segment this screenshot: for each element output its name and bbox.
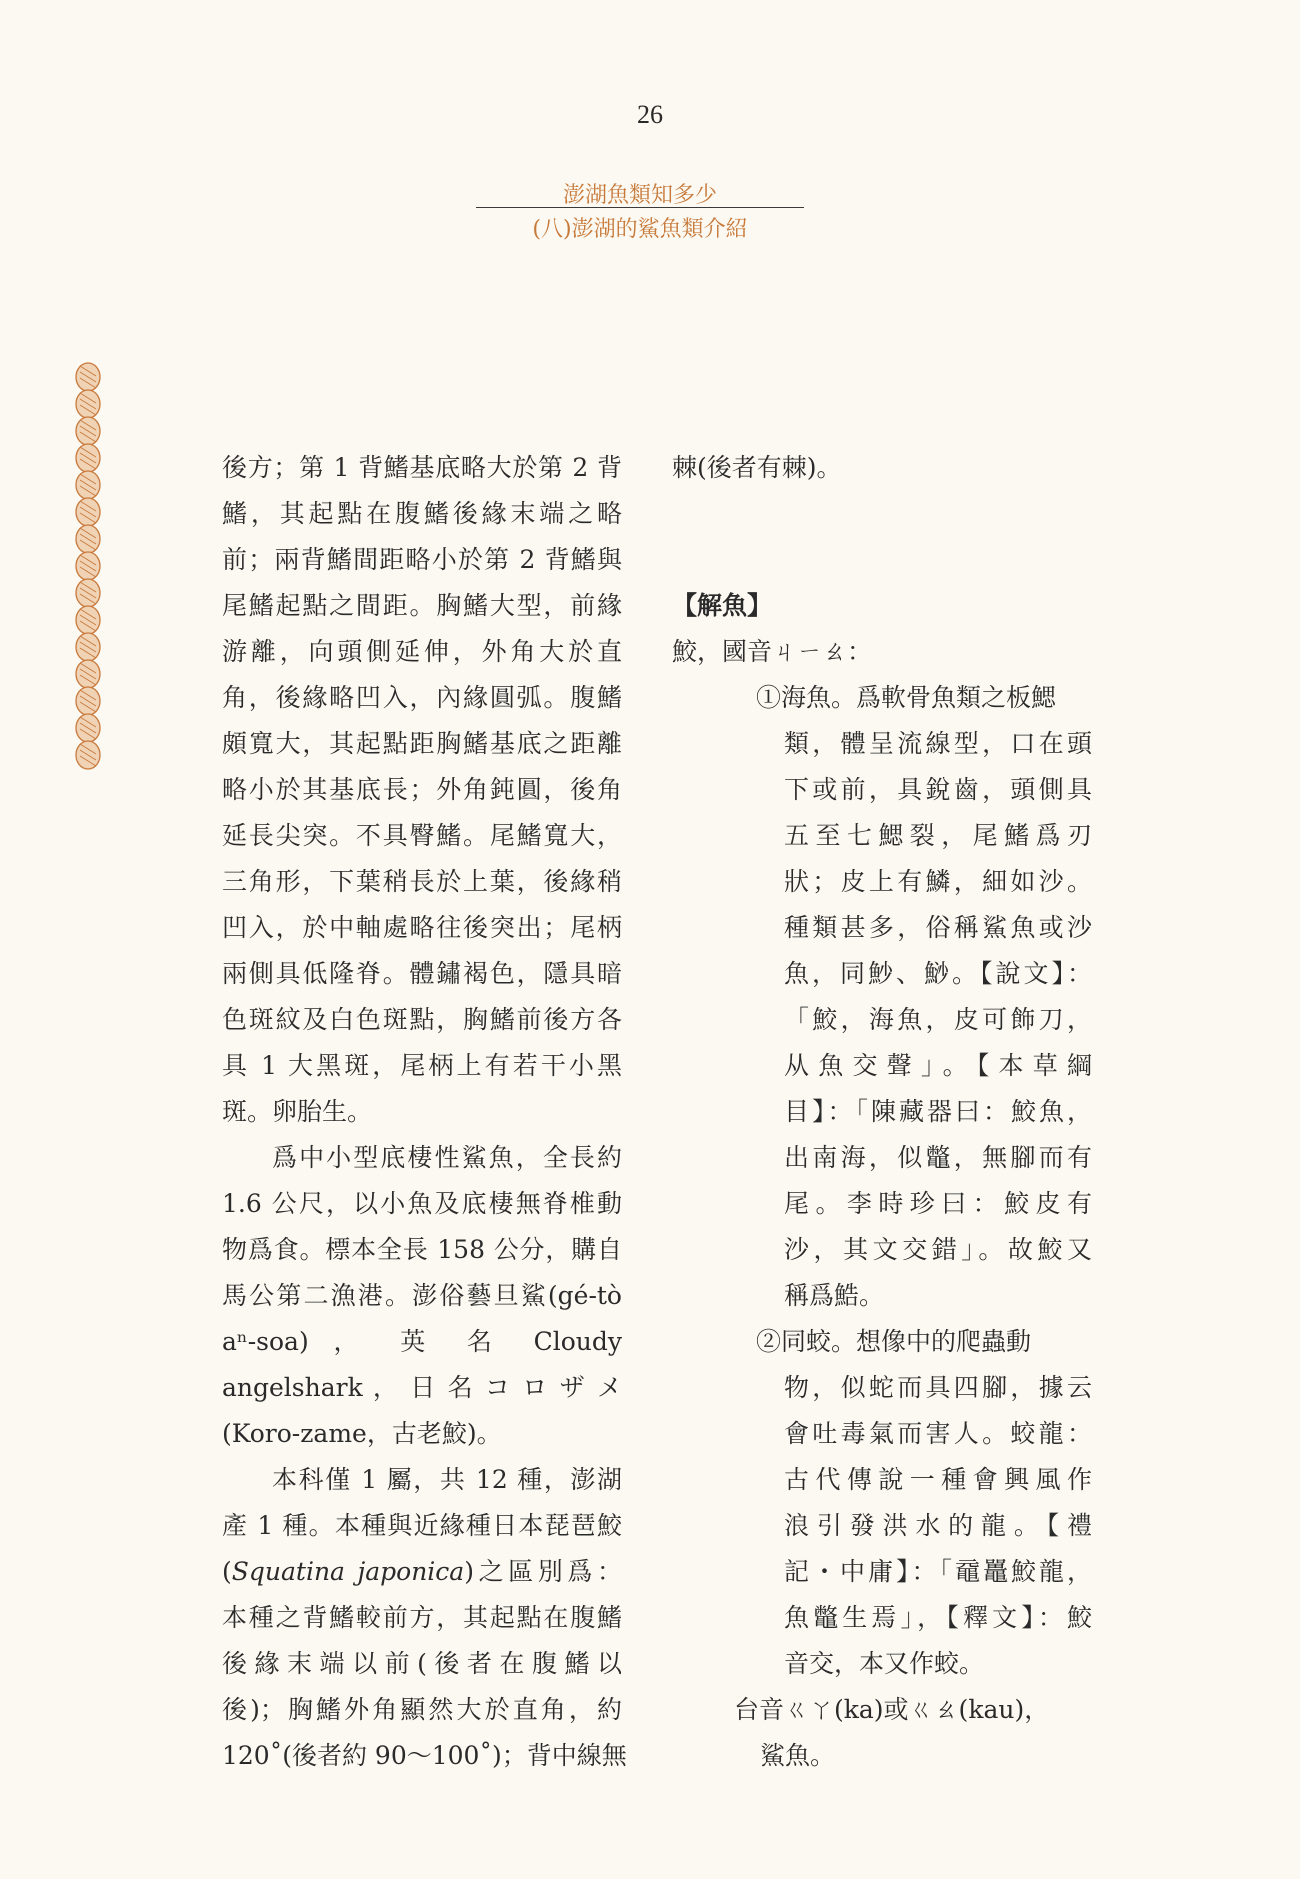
text-line: 从魚交聲」。【本草綱 bbox=[784, 1051, 1092, 1080]
text-line: (Koro-zame，古老鮫)。 bbox=[222, 1419, 502, 1448]
page-number: 26 bbox=[637, 100, 663, 129]
text-line: 兩側具低隆脊。體鏽褐色，隱具暗 bbox=[222, 959, 622, 988]
text-line: 略小於其基底長；外角鈍圓，後角 bbox=[222, 775, 622, 804]
text-line: 斑。卵胎生。 bbox=[222, 1097, 373, 1126]
text-line: 延長尖突。不具臀鰭。尾鰭寬大， bbox=[222, 821, 622, 850]
text-line: 音交，本又作蛟。 bbox=[784, 1649, 985, 1678]
text-line: 目】：「陳藏器曰：鮫魚， bbox=[784, 1097, 1092, 1126]
text-line: 游離，向頭側延伸，外角大於直 bbox=[222, 637, 622, 666]
paragraph-habitat bbox=[222, 1135, 622, 1457]
taiwanese-meaning: 鯊魚。 bbox=[760, 1741, 836, 1770]
text-line: 爲中小型底棲性鯊魚，全長約 bbox=[272, 1143, 622, 1172]
text-line: 下或前，具銳齒，頭側具 bbox=[784, 775, 1092, 804]
text-line: 會吐毒氣而害人。蛟龍： bbox=[784, 1419, 1092, 1448]
text-line: 馬公第二漁港。澎俗藝旦鯊(gé-tò bbox=[222, 1281, 622, 1310]
text-line bbox=[756, 675, 1092, 721]
text-line: 本科僅 1 屬，共 12 種，澎湖 bbox=[272, 1465, 622, 1494]
paragraph-description bbox=[222, 445, 622, 1135]
text-line: 物，似蛇而具四腳，據云 bbox=[784, 1373, 1092, 1402]
text-fragment: 海魚。爲軟骨魚類之板鰓 bbox=[781, 683, 1057, 712]
right-text-column bbox=[672, 445, 1092, 1779]
text-line: 色斑紋及白色斑點，胸鰭前後方各 bbox=[222, 1005, 622, 1034]
running-header-title: 澎湖魚類知多少 bbox=[562, 183, 717, 208]
taiwanese-reading: 台音ㄍㄚ(ka)或ㄍㄠ(kau)， bbox=[734, 1695, 1050, 1724]
text-fragment: 同蛟。想像中的爬蟲動 bbox=[781, 1327, 1032, 1356]
text-line: 魚，同魦、鯋。【說文】： bbox=[784, 959, 1092, 988]
text-fragment: )之區別爲： bbox=[464, 1557, 622, 1586]
text-line: 前；兩背鰭間距略小於第 2 背鰭與 bbox=[222, 545, 622, 574]
text-line: 1.6 公尺，以小魚及底棲無脊椎動 bbox=[222, 1189, 622, 1218]
text-line: 角，後緣略凹入，內緣圓弧。腹鰭 bbox=[222, 683, 622, 712]
text-line: 浪引發洪水的龍。【禮 bbox=[784, 1511, 1092, 1540]
text-line: 凹入，於中軸處略往後突出；尾柄 bbox=[222, 913, 622, 942]
text-line: 「鮫，海魚，皮可飾刀， bbox=[784, 1005, 1092, 1034]
definition-number: ① bbox=[756, 683, 782, 712]
text-line: 類，體呈流線型，口在頭 bbox=[784, 729, 1092, 758]
definition-1 bbox=[672, 675, 1092, 1319]
header-divider bbox=[476, 207, 804, 208]
text-line: 沙，其文交錯」。故鮫又 bbox=[784, 1235, 1092, 1264]
text-line: angelshark ， 日 名 コ ロ ザ メ bbox=[222, 1373, 622, 1402]
text-fragment: ( bbox=[222, 1557, 232, 1586]
definition-number: ② bbox=[756, 1327, 782, 1356]
text-line: 尾。李時珍曰：鮫皮有 bbox=[784, 1189, 1092, 1218]
text-line: 頗寬大，其起點距胸鰭基底之距離 bbox=[222, 729, 622, 758]
text-line: 五至七鰓裂，尾鰭爲刃 bbox=[784, 821, 1092, 850]
text-line: 狀；皮上有鱗，細如沙。 bbox=[784, 867, 1092, 896]
text-line: 產 1 種。本種與近緣種日本琵琶鮫 bbox=[222, 1511, 622, 1540]
text-line: 棘(後者有棘)。 bbox=[672, 453, 842, 482]
spacer bbox=[672, 491, 1092, 583]
text-line: 古代傳說一種會興風作 bbox=[784, 1465, 1092, 1494]
text-line: 魚鼈生焉」，【釋文】：鮫 bbox=[784, 1603, 1092, 1632]
scientific-name: Squatina japonica bbox=[231, 1557, 465, 1586]
text-line: 出南海，似鼈，無腳而有 bbox=[784, 1143, 1092, 1172]
paragraph-comparison bbox=[222, 1457, 627, 1779]
text-line: 物爲食。標本全長 158 公分，購自 bbox=[222, 1235, 622, 1264]
section-heading: 【解魚】 bbox=[672, 591, 773, 620]
text-line: 後方；第 1 背鰭基底略大於第 2 背 bbox=[222, 453, 622, 482]
text-line: 120˚(後者約 90～100˚)；背中線無 bbox=[222, 1741, 627, 1770]
running-header-subtitle: (八)澎湖的鯊魚類介紹 bbox=[532, 217, 748, 242]
text-line: 具 1 大黑斑，尾柄上有若干小黑 bbox=[222, 1051, 622, 1080]
text-line bbox=[756, 1319, 1092, 1365]
entry-intro: 鮫，國音ㄐㄧㄠ： bbox=[672, 637, 873, 666]
margin-ornament-icon bbox=[72, 362, 104, 772]
text-line: 尾鰭起點之間距。胸鰭大型，前緣 bbox=[222, 591, 622, 620]
text-line: 三角形，下葉稍長於上葉，後緣稍 bbox=[222, 867, 622, 896]
text-line: 本種之背鰭較前方，其起點在腹鰭 bbox=[222, 1603, 622, 1632]
text-line: 記・中庸】：「黿鼉鮫龍， bbox=[784, 1557, 1092, 1586]
text-line: 後緣末端以前(後者在腹鰭以 bbox=[222, 1649, 622, 1678]
text-line bbox=[222, 1549, 622, 1595]
left-text-column bbox=[222, 445, 627, 1779]
text-line: 種類甚多，俗稱鯊魚或沙 bbox=[784, 913, 1092, 942]
definition-2 bbox=[672, 1319, 1092, 1687]
text-line: aⁿ-soa) ， 英 名 Cloudy bbox=[222, 1327, 622, 1356]
text-line: 稱爲鯌。 bbox=[784, 1281, 885, 1310]
text-line: 鰭，其起點在腹鰭後緣末端之略 bbox=[222, 499, 622, 528]
text-line: 後)；胸鰭外角顯然大於直角，約 bbox=[222, 1695, 622, 1724]
